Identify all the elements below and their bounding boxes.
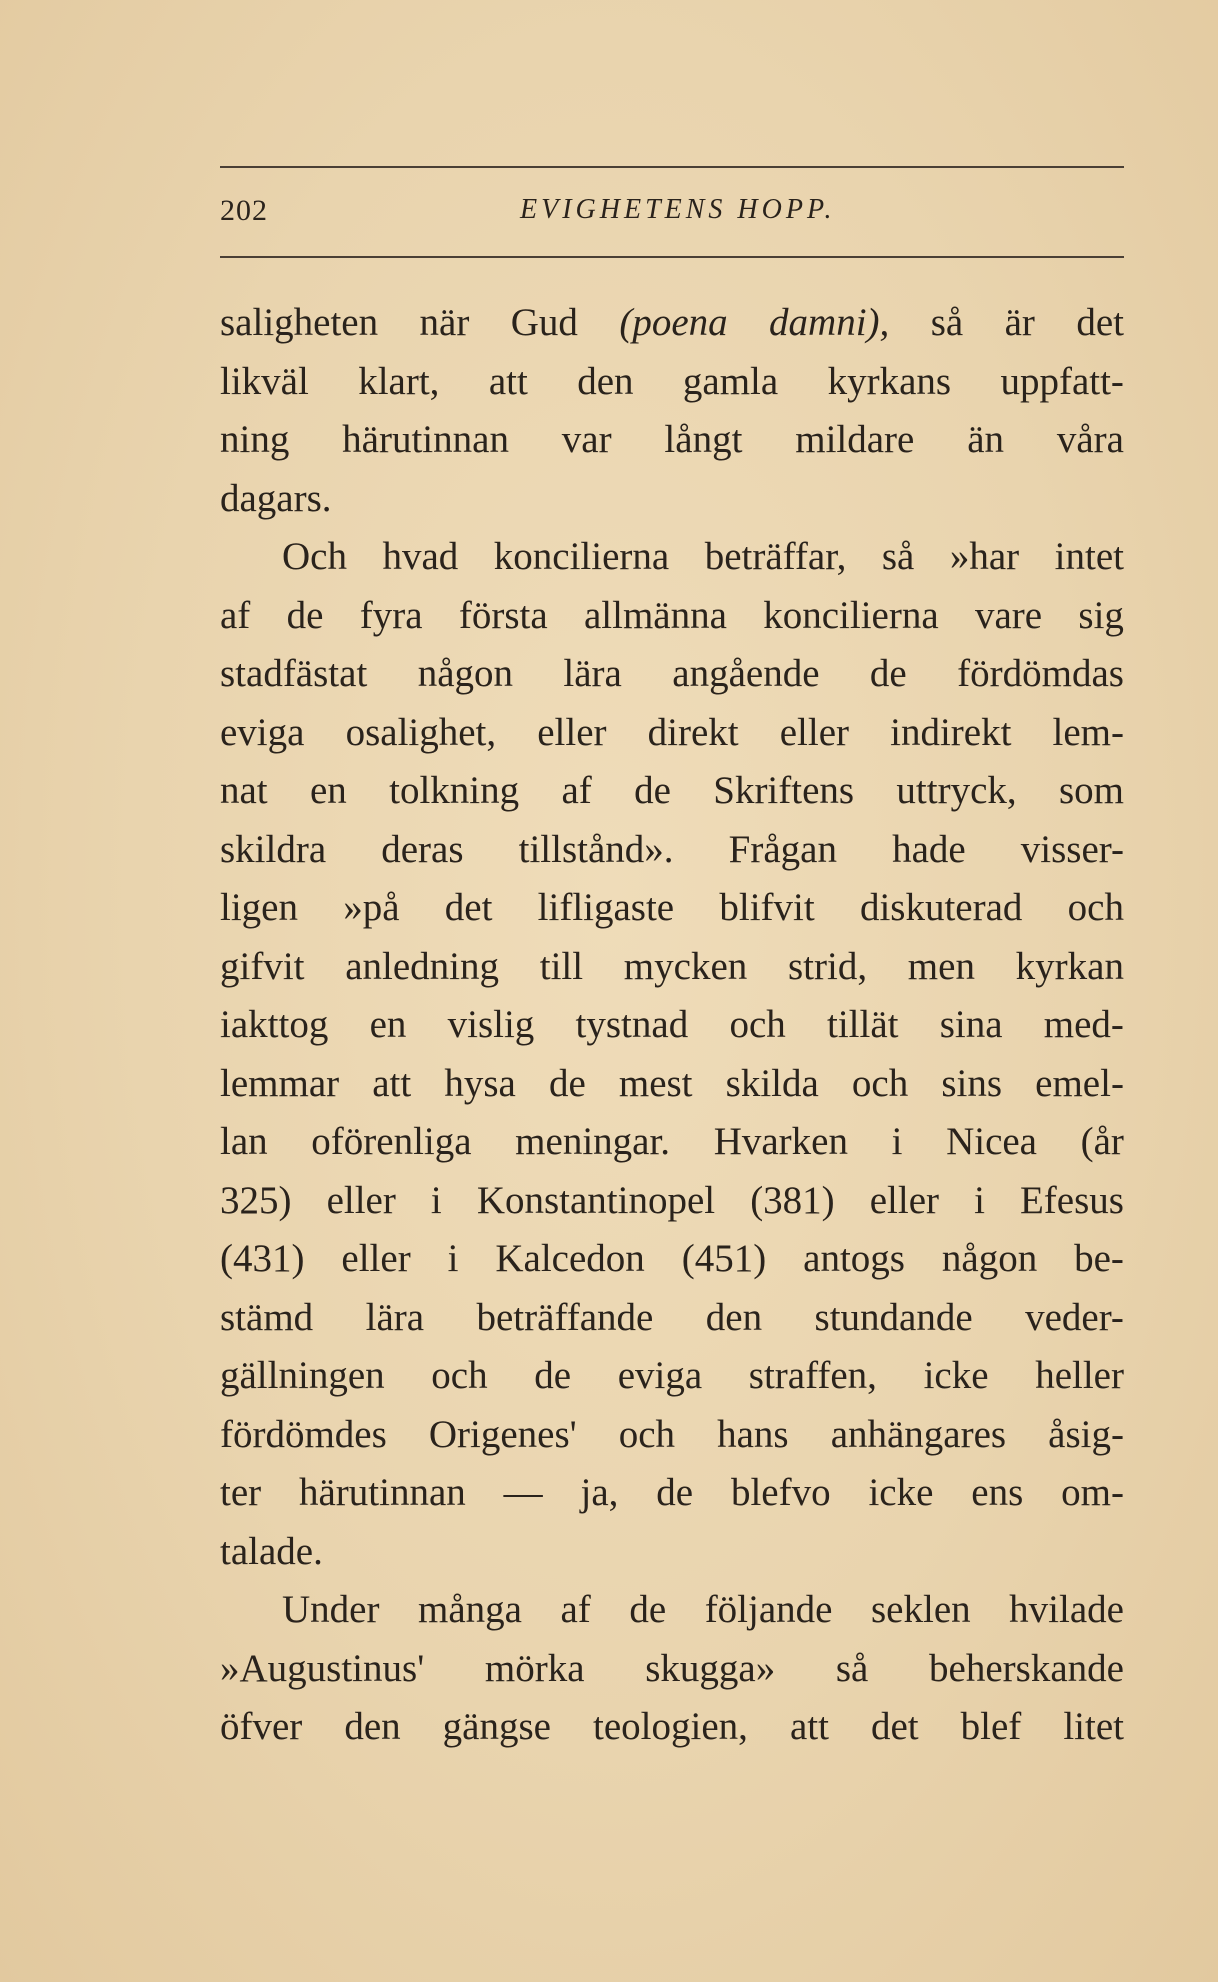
body-text — [220, 294, 1124, 1757]
word: härutinnan — [299, 1471, 466, 1514]
word: likväl — [220, 359, 309, 403]
word: Nicea — [946, 1120, 1037, 1163]
text-line — [220, 528, 1124, 587]
header-rule-top — [220, 166, 1124, 168]
word: skildra — [220, 827, 327, 871]
word: visser- — [1020, 827, 1124, 871]
text-line — [220, 587, 1124, 646]
word: en — [369, 1003, 407, 1046]
word: om- — [1061, 1471, 1124, 1514]
text-line — [220, 821, 1124, 880]
word: och — [618, 1412, 676, 1456]
word: Och — [282, 535, 347, 578]
word: och — [729, 1003, 786, 1046]
word: Efesus — [1019, 1178, 1124, 1222]
text-line — [220, 645, 1124, 704]
word: »har — [949, 535, 1020, 578]
word: den — [577, 359, 634, 403]
word: är — [1004, 301, 1035, 344]
word: seklen — [871, 1588, 971, 1631]
text-line — [220, 879, 1124, 938]
word: ens — [971, 1471, 1024, 1514]
word: långt — [664, 418, 743, 461]
word: eviga — [617, 1354, 703, 1397]
word: i — [974, 1178, 985, 1222]
word: men — [907, 944, 975, 988]
text-line — [220, 1055, 1124, 1114]
word: (år — [1080, 1120, 1124, 1163]
word: heller — [1035, 1354, 1124, 1397]
text-line — [220, 1523, 1124, 1582]
word: mest — [618, 1061, 693, 1105]
word: någon — [417, 652, 513, 695]
running-title: EVIGHETENS HOPP. — [520, 194, 836, 225]
word: fördömdas — [957, 652, 1124, 695]
word: till — [539, 944, 584, 988]
text-line — [220, 704, 1124, 763]
word: hans — [717, 1412, 789, 1456]
word: »på — [343, 886, 400, 929]
word: uttryck, — [896, 769, 1017, 812]
word: åsig- — [1048, 1412, 1124, 1456]
word: — — [503, 1471, 543, 1514]
word: eller — [326, 1178, 396, 1222]
word: ligen — [220, 886, 298, 929]
text-line — [220, 294, 1124, 353]
word: direkt — [647, 710, 739, 754]
word: Gud — [510, 301, 578, 344]
word: beherskande — [929, 1646, 1124, 1690]
word: skugga» — [645, 1646, 776, 1690]
word: 325) — [220, 1178, 292, 1222]
word: att — [789, 1705, 829, 1748]
word: som — [1058, 769, 1124, 812]
word: indirekt — [890, 710, 1012, 754]
word: lem- — [1052, 710, 1124, 754]
word: fyra — [359, 593, 423, 637]
word: tillät — [826, 1003, 899, 1046]
word: emel- — [1035, 1061, 1124, 1105]
word: (381) — [750, 1178, 835, 1222]
word: »Augustinus' — [220, 1646, 425, 1690]
word: talade. — [220, 1529, 323, 1573]
text-line — [220, 996, 1124, 1055]
word: Frågan — [728, 827, 837, 871]
word: eller — [869, 1178, 940, 1222]
word: och — [431, 1354, 488, 1397]
word: Under — [282, 1588, 380, 1631]
word: klart, — [358, 359, 440, 403]
word: saligheten — [220, 301, 379, 344]
word: antogs — [803, 1237, 905, 1280]
word: gängse — [442, 1705, 551, 1748]
word: en — [309, 769, 347, 812]
word: nat — [220, 769, 268, 812]
word: så — [881, 535, 915, 578]
word: fördömdes — [220, 1412, 387, 1456]
word: deras — [381, 827, 464, 871]
word: mildare — [795, 418, 915, 461]
text-line — [220, 1406, 1124, 1465]
word: koncilierna — [493, 535, 670, 578]
text-line — [220, 762, 1124, 821]
word: gamla — [682, 359, 779, 403]
word: när — [419, 301, 470, 344]
word: ja, — [580, 1471, 619, 1514]
word: hade — [892, 827, 966, 871]
word: stundande — [814, 1295, 973, 1339]
word: veder- — [1025, 1295, 1124, 1339]
text-line — [220, 938, 1124, 997]
word: skilda — [725, 1061, 819, 1105]
word: be- — [1074, 1237, 1124, 1280]
word: eviga — [220, 710, 305, 754]
word: vislig — [447, 1003, 535, 1046]
text-line — [220, 353, 1124, 412]
word: i — [891, 1120, 903, 1163]
word: var — [561, 418, 612, 461]
word: de — [869, 652, 907, 695]
word: kyrkans — [827, 359, 952, 403]
word: (451) — [681, 1237, 767, 1280]
word: osalighet, — [345, 710, 497, 754]
word: allmänna — [583, 593, 727, 637]
word: eller — [537, 710, 607, 754]
word: sina — [939, 1003, 1003, 1046]
word: många — [418, 1588, 522, 1631]
word: af — [560, 1588, 591, 1631]
word: lifligaste — [537, 886, 675, 929]
text-line — [220, 1581, 1124, 1640]
word: lan — [220, 1120, 268, 1163]
word: litet — [1063, 1705, 1124, 1748]
word: och — [851, 1061, 909, 1105]
text-line — [220, 1230, 1124, 1289]
word: beträffande — [476, 1295, 654, 1339]
word: dagars. — [220, 476, 332, 520]
word: anhängares — [830, 1412, 1007, 1456]
word: eller — [341, 1237, 411, 1280]
word: blef — [960, 1705, 1022, 1748]
word: af — [561, 769, 592, 812]
word: anledning — [345, 944, 500, 988]
text-line — [220, 1289, 1124, 1348]
word: Hvarken — [713, 1120, 848, 1163]
word: den — [344, 1705, 401, 1748]
word: de — [534, 1354, 572, 1397]
word: i — [430, 1178, 442, 1222]
word: blifvit — [719, 886, 815, 929]
word: oförenliga — [311, 1120, 472, 1163]
word: hvilade — [1009, 1588, 1124, 1631]
word: det — [870, 1705, 919, 1748]
word: med- — [1043, 1003, 1124, 1046]
word: våra — [1056, 418, 1124, 461]
word: tolkning — [389, 769, 520, 812]
text-line — [220, 1464, 1124, 1523]
word: (poena — [619, 301, 728, 344]
word: någon — [941, 1237, 1038, 1280]
word: i — [447, 1237, 459, 1280]
word: uppfatt- — [1000, 359, 1124, 403]
word: öfver — [220, 1705, 303, 1748]
word: stadfästat — [220, 652, 368, 695]
word: tillstånd». — [518, 827, 674, 871]
word: hysa — [444, 1061, 516, 1105]
word: beträffar, — [704, 535, 847, 578]
word: härutinnan — [342, 418, 509, 461]
word: blefvo — [730, 1471, 831, 1514]
word: gifvit — [220, 944, 305, 988]
word: följande — [704, 1588, 833, 1631]
word: eller — [779, 710, 849, 754]
text-line — [220, 1113, 1124, 1172]
word: iakttog — [220, 1003, 329, 1046]
word: hvad — [382, 535, 459, 578]
word: ning — [220, 418, 290, 461]
word: vare — [974, 593, 1043, 637]
word: det — [444, 886, 493, 929]
word: lära — [563, 652, 622, 695]
word: icke — [868, 1471, 934, 1514]
word: att — [488, 359, 528, 403]
text-line — [220, 1698, 1124, 1757]
text-line — [220, 411, 1124, 470]
word: att — [372, 1061, 412, 1105]
word: straffen, — [748, 1354, 877, 1397]
word: intet — [1054, 535, 1124, 578]
word: koncilierna — [763, 593, 939, 637]
word: Skriftens — [713, 769, 855, 812]
word: de — [548, 1061, 586, 1105]
word: lemmar — [220, 1061, 340, 1105]
word: de — [286, 593, 324, 637]
text-line — [220, 1347, 1124, 1406]
word: de — [634, 769, 671, 812]
word: stämd — [220, 1295, 314, 1339]
word: (431) — [220, 1237, 305, 1280]
word: så — [930, 301, 964, 344]
word: kyrkan — [1015, 944, 1124, 988]
word: de — [656, 1471, 694, 1514]
word: första — [458, 593, 548, 637]
word: och — [1067, 886, 1124, 929]
word: Kalcedon — [495, 1237, 645, 1280]
header-rule-bottom — [220, 256, 1124, 258]
word: meningar. — [515, 1120, 671, 1163]
word: de — [629, 1588, 667, 1631]
word: af — [220, 593, 251, 637]
word: sig — [1078, 593, 1124, 637]
word: teologien, — [593, 1705, 748, 1748]
word: ter — [220, 1471, 262, 1514]
word: lära — [365, 1295, 425, 1339]
word: sins — [941, 1061, 1003, 1105]
word: Konstantinopel — [476, 1178, 716, 1222]
word: angående — [672, 652, 820, 695]
word: än — [967, 418, 1004, 461]
text-line — [220, 470, 1124, 529]
word: mycken — [623, 944, 748, 988]
word: den — [705, 1295, 763, 1339]
word: icke — [923, 1354, 989, 1397]
word: så — [835, 1646, 869, 1690]
page-number: 202 — [220, 194, 268, 227]
word: tystnad — [575, 1003, 689, 1046]
word: det — [1076, 301, 1124, 344]
word: diskuterad — [859, 886, 1023, 929]
word: strid, — [787, 944, 868, 988]
word: damni), — [769, 301, 890, 344]
word: gällningen — [220, 1354, 385, 1397]
word: Origenes' — [428, 1412, 577, 1456]
word: mörka — [484, 1646, 585, 1690]
running-header — [220, 192, 1124, 240]
text-line — [220, 1172, 1124, 1231]
text-line — [220, 1640, 1124, 1699]
